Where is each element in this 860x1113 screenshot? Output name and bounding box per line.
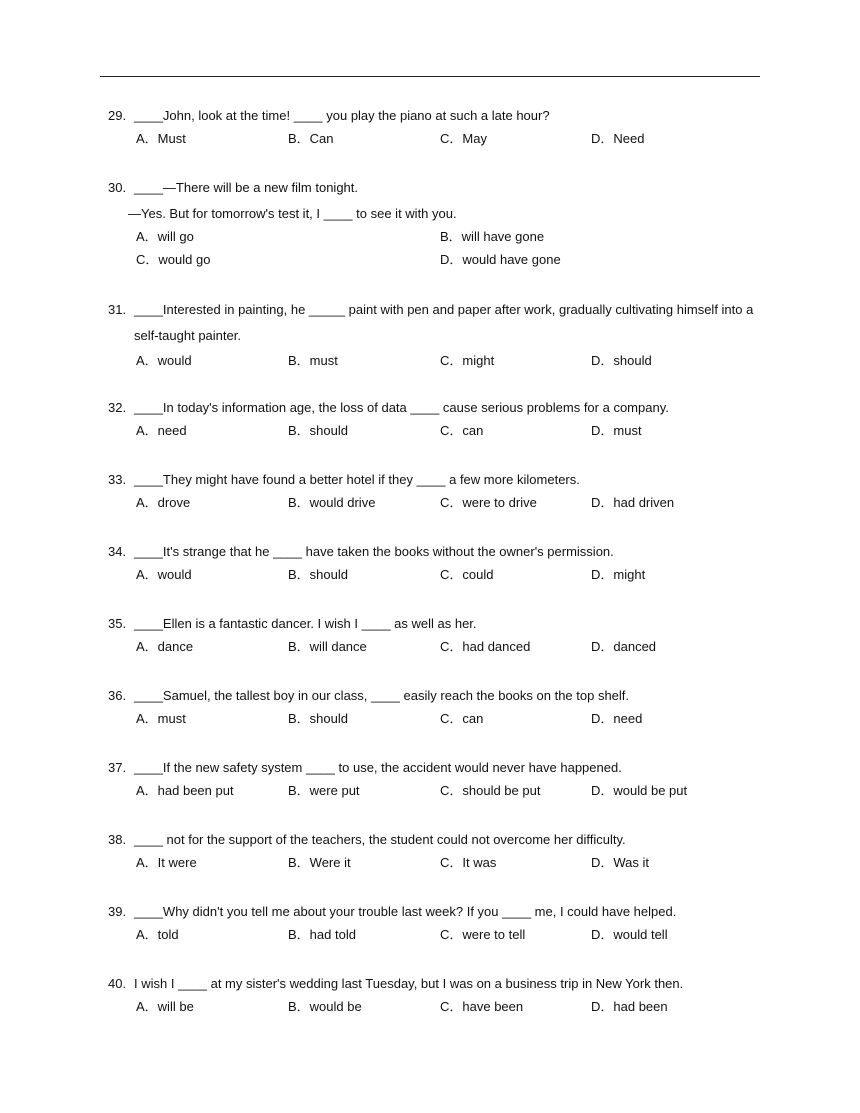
question-35	[108, 613, 768, 659]
question-stem: 29. ____John, look at the time! ____ you play the piano at such a late hour?	[108, 108, 550, 123]
option-d[interactable]: D．Need	[591, 131, 645, 146]
option-d[interactable]: D．should	[591, 353, 652, 368]
option-c[interactable]: C．were to drive	[440, 495, 537, 510]
option-b[interactable]: B．will have gone	[440, 229, 545, 244]
option-a[interactable]: A．Must	[136, 131, 186, 146]
option-b[interactable]: B．must	[288, 353, 338, 368]
options-row	[108, 349, 768, 373]
question-stem: 38. ____ not for the support of the teachers, the student could not overcome her difficulty.	[108, 832, 626, 847]
options-row	[108, 923, 768, 947]
options-row	[108, 563, 768, 587]
option-a[interactable]: A．would	[136, 567, 192, 582]
question-34	[108, 541, 768, 587]
option-b[interactable]: B．would drive	[288, 495, 376, 510]
question-stem: 33. ____They might have found a better hotel if they ____ a few more kilometers.	[108, 472, 580, 487]
option-a[interactable]: A．drove	[136, 495, 191, 510]
option-a[interactable]: A．must	[136, 711, 186, 726]
option-d[interactable]: D．danced	[591, 639, 657, 654]
question-37	[108, 757, 768, 803]
option-c[interactable]: C．had danced	[440, 639, 531, 654]
option-c[interactable]: C．would go	[136, 252, 211, 267]
question-32	[108, 397, 768, 443]
option-a[interactable]: A．will be	[136, 999, 194, 1014]
options-row	[108, 419, 768, 443]
option-d[interactable]: D．Was it	[591, 855, 650, 870]
option-d[interactable]: D．must	[591, 423, 642, 438]
question-31	[108, 297, 768, 373]
option-d[interactable]: D．had been	[591, 999, 668, 1014]
options-row	[108, 707, 768, 731]
option-b[interactable]: B．should	[288, 423, 348, 438]
question-stem: 39. ____Why didn't you tell me about your trouble last week? If you ____ me, I could have helped.	[108, 904, 677, 919]
question-33	[108, 469, 768, 515]
options-row	[108, 635, 768, 659]
options-row	[108, 225, 768, 248]
option-c[interactable]: C．have been	[440, 999, 524, 1014]
options-row	[108, 491, 768, 515]
option-a[interactable]: A．It were	[136, 855, 197, 870]
option-c[interactable]: C．could	[440, 567, 494, 582]
question-stem: 40. I wish I ____ at my sister's wedding last Tuesday, but I was on a business trip in New York then.	[108, 976, 684, 991]
option-b[interactable]: B．Were it	[288, 855, 351, 870]
option-b[interactable]: B．would be	[288, 999, 362, 1014]
option-a[interactable]: A．told	[136, 927, 179, 942]
question-stem: 30. ____—There will be a new film tonight.	[108, 180, 359, 195]
option-c[interactable]: C．should be put	[440, 783, 541, 798]
option-d[interactable]: D．need	[591, 711, 643, 726]
option-d[interactable]: D．might	[591, 567, 646, 582]
option-d[interactable]: D．would be put	[591, 783, 688, 798]
option-b[interactable]: B．Can	[288, 131, 334, 146]
question-stem: 37. ____If the new safety system ____ to use, the accident would never have happened.	[108, 760, 622, 775]
question-stem: 34. ____It's strange that he ____ have taken the books without the owner's permission.	[108, 544, 614, 559]
question-stem: 32. ____In today's information age, the loss of data ____ cause serious problems for a company.	[108, 400, 669, 415]
option-b[interactable]: B．had told	[288, 927, 356, 942]
option-a[interactable]: A．will go	[136, 229, 194, 244]
option-c[interactable]: C．can	[440, 711, 484, 726]
question-30	[108, 177, 768, 271]
question-29	[108, 105, 768, 151]
header-rule	[100, 76, 760, 77]
option-a[interactable]: A．had been put	[136, 783, 234, 798]
option-b[interactable]: B．should	[288, 567, 348, 582]
options-row	[108, 248, 768, 271]
option-c[interactable]: C．can	[440, 423, 484, 438]
question-38	[108, 829, 768, 875]
question-40	[108, 973, 768, 1019]
question-stem: 35. ____Ellen is a fantastic dancer. I wish I ____ as well as her.	[108, 616, 477, 631]
options-row	[108, 127, 768, 151]
option-d[interactable]: D．would tell	[591, 927, 668, 942]
option-c[interactable]: C．were to tell	[440, 927, 526, 942]
question-36	[108, 685, 768, 731]
options-row	[108, 779, 768, 803]
option-d[interactable]: D．would have gone	[440, 252, 561, 267]
option-a[interactable]: A．need	[136, 423, 187, 438]
question-stem-line-2: —Yes. But for tomorrow's test it, I ____ to see it with you.	[128, 206, 457, 221]
option-a[interactable]: A．would	[136, 353, 192, 368]
option-c[interactable]: C．May	[440, 131, 487, 146]
option-c[interactable]: C．It was	[440, 855, 497, 870]
options-row	[108, 995, 768, 1019]
question-stem: 31. ____Interested in painting, he _____ paint with pen and paper after work, gradually cultivating himself into a self-taught painter.	[108, 302, 754, 343]
question-stem: 36. ____Samuel, the tallest boy in our class, ____ easily reach the books on the top shelf.	[108, 688, 630, 703]
option-c[interactable]: C．might	[440, 353, 495, 368]
option-b[interactable]: B．were put	[288, 783, 360, 798]
question-39	[108, 901, 768, 947]
option-d[interactable]: D．had driven	[591, 495, 675, 510]
option-b[interactable]: B．should	[288, 711, 348, 726]
options-row	[108, 851, 768, 875]
option-a[interactable]: A．dance	[136, 639, 194, 654]
option-b[interactable]: B．will dance	[288, 639, 367, 654]
